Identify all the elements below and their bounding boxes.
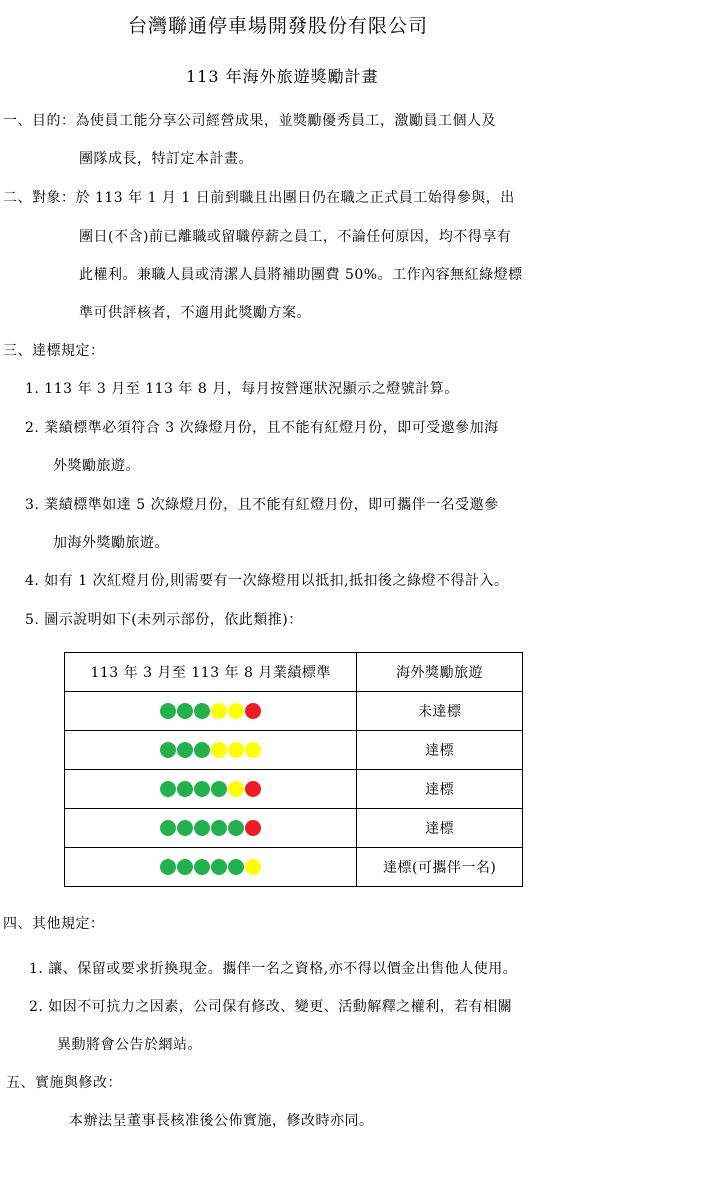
green-light-icon — [228, 859, 244, 875]
green-light-icon — [177, 820, 193, 836]
table-row — [65, 848, 523, 887]
traffic-light-table — [64, 652, 523, 887]
result-cell: 達標(可攜伴一名) — [357, 848, 523, 887]
traffic-lights-cell — [65, 731, 357, 770]
section-purpose-line-1: 一、目的：為使員工能分享公司經營成果，並獎勵優秀員工，激勵員工個人及 — [3, 113, 496, 129]
section-eligibility-line-1: 二、對象：於 113 年 1 月 1 日前到職且出團日仍在職之正式員工始得參與，出 — [3, 190, 515, 206]
yellow-light-icon — [245, 859, 261, 875]
table-row — [65, 809, 523, 848]
criteria-item-2-line-2: 外獎勵旅遊。 — [53, 458, 140, 474]
other-item-2-line-2: 異動將會公告於網站。 — [57, 1037, 202, 1053]
red-light-icon — [245, 820, 261, 836]
green-light-icon — [160, 742, 176, 758]
green-light-icon — [160, 859, 176, 875]
green-light-icon — [194, 820, 210, 836]
table-header-row — [65, 653, 523, 692]
other-item-2-line-1: 2. 如因不可抗力之因素，公司保有修改、變更、活動解釋之權利，若有相關 — [29, 999, 513, 1015]
green-light-icon — [194, 859, 210, 875]
criteria-item-5: 5. 圖示說明如下(未列示部份，依此類推)： — [25, 612, 303, 628]
yellow-light-icon — [211, 703, 227, 719]
section-other-heading: 四、其他規定： — [3, 916, 105, 932]
criteria-item-4: 4. 如有 1 次紅燈月份,則需要有一次綠燈用以抵扣,抵扣後之綠燈不得計入。 — [25, 573, 509, 589]
criteria-item-2-line-1: 2. 業績標準必須符合 3 次綠燈月份，且不能有紅燈月份，即可受邀參加海 — [25, 420, 499, 436]
section-eligibility-line-3: 此權利。兼職人員或清潔人員將補助團費 50%。工作內容無紅綠燈標 — [79, 267, 523, 283]
green-light-icon — [211, 781, 227, 797]
result-cell: 達標 — [357, 770, 523, 809]
green-light-icon — [194, 703, 210, 719]
green-light-icon — [177, 859, 193, 875]
criteria-item-3-line-2: 加海外獎勵旅遊。 — [53, 535, 169, 551]
yellow-light-icon — [228, 742, 244, 758]
criteria-item-1: 1. 113 年 3 月至 113 年 8 月，每月按營運狀況顯示之燈號計算。 — [25, 381, 459, 397]
red-light-icon — [245, 781, 261, 797]
green-light-icon — [177, 781, 193, 797]
section-eligibility-line-4: 準可供評核者，不適用此獎勵方案。 — [79, 305, 311, 321]
result-cell: 未達標 — [357, 692, 523, 731]
green-light-icon — [160, 703, 176, 719]
result-cell: 達標 — [357, 731, 523, 770]
table-row — [65, 770, 523, 809]
table-row — [65, 731, 523, 770]
yellow-light-icon — [228, 781, 244, 797]
other-item-1: 1. 讓、保留或要求折換現金。攜伴一名之資格,亦不得以價金出售他人使用。 — [29, 961, 518, 977]
traffic-lights-cell — [65, 770, 357, 809]
section-purpose-line-2: 團隊成長，特訂定本計畫。 — [79, 151, 253, 167]
green-light-icon — [194, 742, 210, 758]
result-cell: 達標 — [357, 809, 523, 848]
green-light-icon — [160, 781, 176, 797]
implementation-text: 本辦法呈董事長核准後公佈實施，修改時亦同。 — [69, 1113, 374, 1129]
section-eligibility-line-2: 團日(不含)前已離職或留職停薪之員工，不論任何原因，均不得享有 — [79, 229, 512, 245]
green-light-icon — [177, 742, 193, 758]
green-light-icon — [177, 703, 193, 719]
traffic-lights-cell — [65, 692, 357, 731]
table-header-criteria: 113 年 3 月至 113 年 8 月業績標準 — [65, 653, 357, 692]
green-light-icon — [211, 859, 227, 875]
document-title: 113 年海外旅遊獎勵計畫 — [186, 67, 379, 86]
green-light-icon — [160, 820, 176, 836]
yellow-light-icon — [228, 703, 244, 719]
section-criteria-heading: 三、達標規定： — [3, 343, 105, 359]
yellow-light-icon — [245, 742, 261, 758]
green-light-icon — [228, 820, 244, 836]
company-name: 台灣聯通停車場開發股份有限公司 — [128, 15, 429, 37]
traffic-lights-cell — [65, 848, 357, 887]
criteria-item-3-line-1: 3. 業績標準如達 5 次綠燈月份，且不能有紅燈月份，即可攜伴一名受邀參 — [25, 497, 499, 513]
section-implementation-heading: 五、實施與修改： — [6, 1075, 122, 1091]
green-light-icon — [211, 820, 227, 836]
table-header-result: 海外獎勵旅遊 — [357, 653, 523, 692]
green-light-icon — [194, 781, 210, 797]
table-row — [65, 692, 523, 731]
yellow-light-icon — [211, 742, 227, 758]
traffic-lights-cell — [65, 809, 357, 848]
red-light-icon — [245, 703, 261, 719]
